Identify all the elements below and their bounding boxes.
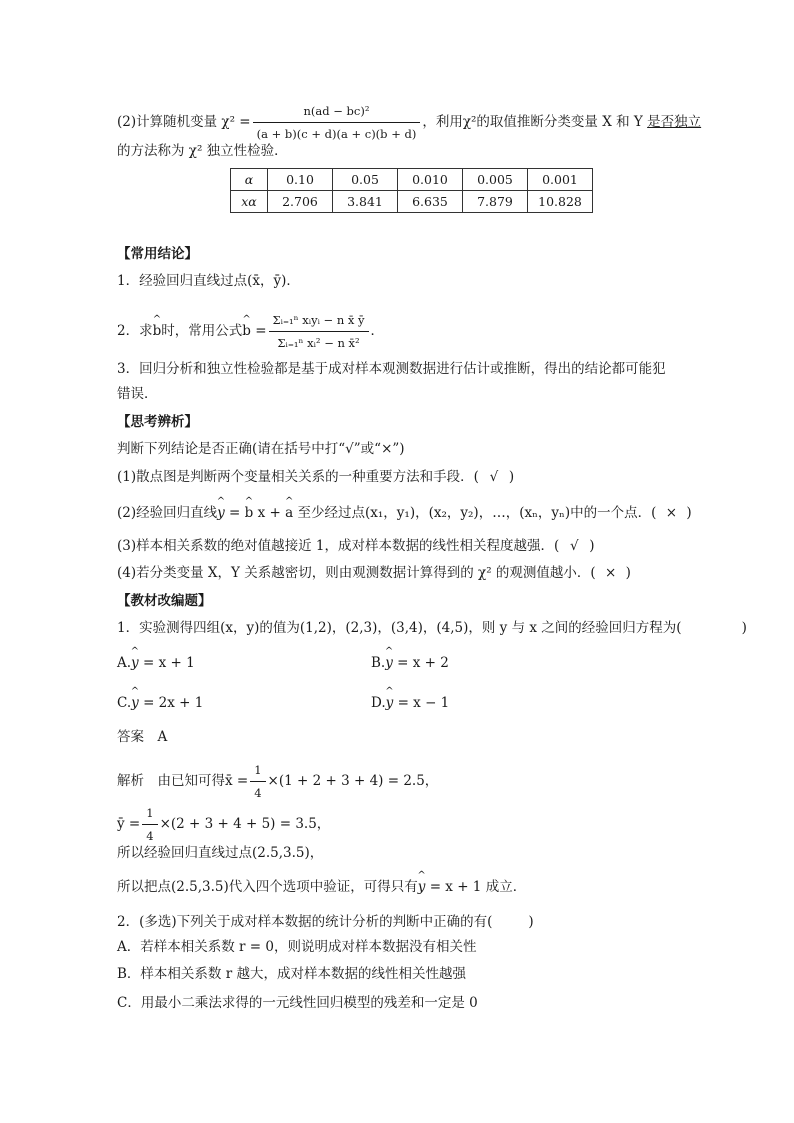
table-cell: 7.879	[463, 191, 528, 213]
judgement-3-answer: √	[569, 538, 579, 554]
textbook-heading: 【教材改编题】	[117, 593, 212, 609]
conclusion-3-line-2: 错误．	[117, 386, 158, 402]
judgement-1	[117, 467, 514, 487]
y-hat: ^ y	[131, 693, 139, 713]
y-hat: ^ y	[386, 693, 394, 713]
option-label: A.	[117, 655, 132, 671]
judgement-3-text: (3)样本相关系数的绝对值越接近 1，成对样本数据的线性相关程度越强．(	[117, 538, 560, 554]
judgement-4-text: (4)若分类变量 X，Y 关系越密切，则由观测数据计算得到的 χ² 的观测值越小．(	[117, 565, 596, 581]
solution-line-4	[117, 877, 526, 897]
option-label: B.	[371, 655, 386, 671]
table-cell: 3.841	[333, 191, 398, 213]
fraction-denominator: 4	[146, 829, 154, 843]
solution-2-suffix: ×(2 + 3 + 4 + 5) = 3.5，	[159, 816, 331, 832]
conclusion-3-line-1: 3．回归分析和独立性检验都是基于成对样本观测数据进行估计或推断，得出的结论都可能犯	[117, 361, 666, 377]
close-paren: )	[741, 620, 747, 636]
judgement-3	[117, 536, 595, 556]
judgement-2	[117, 503, 692, 523]
conclusion-1: 1．经验回归直线过点(x̄，ȳ)．	[117, 273, 300, 289]
chi-square-prefix: (2)计算随机变量 χ² =	[117, 114, 251, 130]
common-conclusions-heading: 【常用结论】	[117, 246, 198, 262]
judgement-2-eq: =	[224, 505, 245, 521]
option-d	[371, 693, 449, 713]
judgement-2-text-b: 至少经过点(x₁，y₁)，(x₂，y₂)，…，(xₙ，yₙ)中的一个点．(	[293, 505, 657, 521]
table-row	[231, 169, 593, 191]
close-paren: )	[686, 505, 692, 521]
conclusion-2-mid: 时，常用公式	[161, 323, 243, 339]
conclusion-2: 2．求^ b时，常用公式^ b = $\frac{\text{Σᵢ₌₁ⁿ xᵢyᵢ − n x̄ ȳ}}{\text{Σᵢ₌₁ⁿ xᵢ² − n x̄²}}$ ．	[117, 310, 384, 353]
judgement-1-answer: √	[489, 469, 499, 485]
option-c	[117, 693, 203, 713]
judgement-4-answer: ×	[605, 565, 617, 581]
y-hat: ^ y	[131, 653, 139, 673]
table-cell: 2.706	[268, 191, 333, 213]
solution-line-1	[117, 760, 438, 803]
chi-square-denominator: (a + b)(c + d)(a + c)(b + d)	[256, 127, 417, 141]
question-2-option-a: A．若样本相关系数 r = 0，则说明成对样本数据没有相关性	[117, 939, 477, 955]
table-cell: 0.005	[463, 169, 528, 191]
judgement-1-text: (1)散点图是判断两个变量相关关系的一种重要方法和手段．(	[117, 469, 479, 485]
question-1-text: 1．实验测得四组(x，y)的值为(1,2)，(2,3)，(3,4)，(4,5)，则 y 与 x 之间的经验回归方程为(	[117, 620, 682, 636]
table-row	[231, 191, 593, 213]
b-hat-numerator: Σᵢ₌₁ⁿ xᵢyᵢ − n x̄ ȳ	[269, 310, 369, 332]
option-text: = x + 1	[138, 655, 195, 671]
option-label: C.	[117, 695, 132, 711]
option-label: D.	[371, 695, 386, 711]
underlined-independence: 是否独立	[647, 114, 702, 130]
chi-square-numerator: n(ad − bc)²	[253, 101, 421, 123]
one-quarter-fraction	[250, 760, 265, 803]
think-heading: 【思考辨析】	[117, 414, 198, 430]
fraction-numerator: 1	[142, 803, 157, 825]
think-intro: 判断下列结论是否正确(请在括号中打“√”或“×”)	[117, 441, 405, 457]
table-cell: 6.635	[398, 191, 463, 213]
b-hat: ^ b	[153, 321, 162, 341]
option-text: = x − 1	[393, 695, 450, 711]
table-cell: 0.010	[398, 169, 463, 191]
table-cell: xα	[231, 191, 268, 213]
solution-1-suffix: ×(1 + 2 + 3 + 4) = 2.5，	[267, 773, 439, 789]
critical-value-table	[230, 168, 593, 213]
question-2	[117, 912, 534, 932]
close-paren: )	[528, 914, 534, 930]
y-hat: ^ y	[418, 877, 426, 897]
judgement-2-text-a: (2)经验回归直线	[117, 505, 218, 521]
fraction-denominator: 4	[254, 786, 262, 800]
option-a	[117, 653, 195, 673]
solution-4-suffix: = x + 1 成立．	[425, 879, 527, 895]
table-cell: 0.10	[268, 169, 333, 191]
chi-square-fraction	[253, 101, 421, 144]
solution-line-3: 所以经验回归直线过点(2.5,3.5)，	[117, 845, 324, 861]
b-hat: ^ b	[242, 321, 251, 341]
question-2-text: 2．(多选)下列关于成对样本数据的统计分析的判断中正确的有(	[117, 914, 493, 930]
one-quarter-fraction	[142, 803, 157, 846]
chi-square-formula-line	[117, 101, 701, 144]
close-paren: )	[508, 469, 515, 485]
answer-line: 答案 A	[117, 729, 168, 745]
b-hat-denominator: Σᵢ₌₁ⁿ xᵢ² − n x̄²	[277, 336, 360, 350]
option-text: = x + 2	[392, 655, 449, 671]
b-hat: ^ b	[245, 503, 254, 523]
question-2-option-b: B．样本相关系数 r 越大，成对样本数据的线性相关性越强	[117, 966, 466, 982]
table-cell: α	[231, 169, 268, 191]
solution-1-prefix: 解析 由已知可得x̄ =	[117, 773, 249, 789]
question-1	[117, 618, 747, 638]
conclusion-2-end: ．	[370, 323, 385, 339]
conclusion-2-prefix: 2．求	[117, 323, 153, 339]
question-2-option-c: C．用最小二乘法求得的一元线性回归模型的残差和一定是 0	[117, 995, 478, 1011]
judgement-2-x: x +	[253, 505, 286, 521]
chi-square-suffix: ，利用χ²的取值推断分类变量 X 和 Y	[422, 114, 648, 130]
option-text: = 2x + 1	[138, 695, 204, 711]
y-hat: ^ y	[385, 653, 393, 673]
option-b	[371, 653, 449, 673]
b-hat-fraction	[269, 310, 369, 353]
close-paren: )	[589, 538, 595, 554]
solution-line-2	[117, 803, 330, 846]
judgement-4	[117, 563, 631, 583]
fraction-numerator: 1	[250, 760, 265, 782]
table-cell: 10.828	[528, 191, 593, 213]
table-cell: 0.05	[333, 169, 398, 191]
solution-2-prefix: ȳ =	[117, 816, 141, 832]
close-paren: )	[625, 565, 631, 581]
judgement-2-answer: ×	[665, 505, 678, 521]
chi-square-method-line: 的方法称为 χ² 独立性检验．	[117, 143, 288, 159]
a-hat: ^ a	[285, 503, 293, 523]
solution-4-prefix: 所以把点(2.5,3.5)代入四个选项中验证，可得只有	[117, 879, 418, 895]
table-cell: 0.001	[528, 169, 593, 191]
y-hat: ^ y	[217, 503, 225, 523]
